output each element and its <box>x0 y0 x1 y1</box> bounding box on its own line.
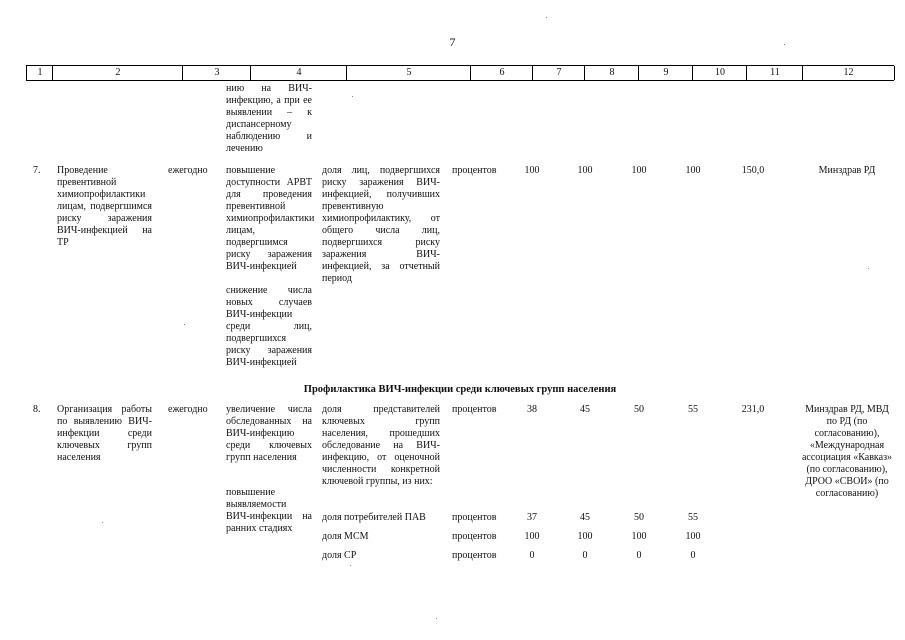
row7-executor: Минздрав РД <box>818 165 876 176</box>
row7-value-col9: 100 <box>631 165 647 176</box>
table-header-row <box>26 65 894 81</box>
row8-subrow-1-col7: 37 <box>527 512 537 523</box>
row7-value-col8: 100 <box>577 165 593 176</box>
row8-number: 8. <box>33 404 41 415</box>
header-col-4: 4 <box>250 66 347 80</box>
row7-unit: процентов <box>452 165 497 176</box>
header-col-5: 5 <box>346 66 471 80</box>
row8-subrow-2-col7: 100 <box>524 531 540 542</box>
continuation-result-text: нию на ВИЧ-инфекцию, а при ее выявлении – к диспансерному наблюдению и лечению <box>226 83 312 154</box>
row8-subrow-1-label: доля потребителей ПАВ <box>322 512 426 523</box>
row8-indicator: доля представителей ключевых групп населения, прошедших обследование на ВИЧ-инфекцию, от оценочной численности конкретной ключевой группы, из них: <box>322 404 440 487</box>
header-col-8: 8 <box>584 66 639 80</box>
scan-speck <box>436 618 437 619</box>
row8-subrow-1-col10: 55 <box>688 512 698 523</box>
row8-activity: Организация работы по выявлению ВИЧ-инфекции среди ключевых групп населения <box>57 404 152 463</box>
scan-speck <box>784 44 785 45</box>
header-col-11: 11 <box>746 66 803 80</box>
scan-speck <box>352 96 353 97</box>
row8-subrow-2-col10: 100 <box>685 531 701 542</box>
row8-value-col10: 55 <box>688 404 698 415</box>
row7-funding: 150,0 <box>741 165 765 176</box>
row7-value-col7: 100 <box>524 165 540 176</box>
row8-subrow-2-unit: процентов <box>452 531 497 542</box>
header-col-3: 3 <box>182 66 251 80</box>
row8-funding: 231,0 <box>741 404 765 415</box>
scan-speck <box>350 565 351 566</box>
row7-activity: Проведение превентивной химиопрофилактики лицам, подвергшимся риску заражения ВИЧ-инфекцией на ТР <box>57 165 152 248</box>
row8-subrow-3-col8: 0 <box>582 550 588 561</box>
row8-unit: процентов <box>452 404 497 415</box>
header-col-10: 10 <box>692 66 747 80</box>
row7-period: ежегодно <box>168 165 208 176</box>
row8-subrow-3-unit: процентов <box>452 550 497 561</box>
row8-value-col8: 45 <box>580 404 590 415</box>
row8-subrow-2-col8: 100 <box>577 531 593 542</box>
scan-speck <box>868 268 869 269</box>
section-title: Профилактика ВИЧ-инфекции среди ключевых групп населения <box>303 384 617 395</box>
row8-subrow-2-col9: 100 <box>631 531 647 542</box>
row8-subrow-3-col10: 0 <box>690 550 696 561</box>
row7-result-2: снижение числа новых случаев ВИЧ-инфекции среди лиц, подвергшихся риску заражения ВИЧ-инфекцией <box>226 285 312 368</box>
header-col-1: 1 <box>26 66 53 80</box>
header-col-12: 12 <box>802 66 895 80</box>
header-col-9: 9 <box>638 66 693 80</box>
row8-subrow-1-col9: 50 <box>634 512 644 523</box>
page-number: 7 <box>449 35 456 49</box>
row8-subrow-3-label: доля СР <box>322 550 357 561</box>
row7-value-col10: 100 <box>685 165 701 176</box>
header-col-2: 2 <box>52 66 183 80</box>
row8-period: ежегодно <box>168 404 208 415</box>
row7-result-1: повышение доступности АРВТ для проведения превентивной химиопрофилактики лицам, подвергшимся риску заражения ВИЧ-инфекцией <box>226 165 315 272</box>
row7-number: 7. <box>33 165 41 176</box>
header-col-7: 7 <box>532 66 585 80</box>
row8-result-1: увеличение числа обследованных на ВИЧ-инфекцию среди ключевых групп населения <box>226 404 312 463</box>
header-col-6: 6 <box>470 66 533 80</box>
scan-speck <box>546 17 547 18</box>
row8-subrow-3-col9: 0 <box>636 550 642 561</box>
row8-subrow-1-col8: 45 <box>580 512 590 523</box>
row8-value-col7: 38 <box>527 404 537 415</box>
row8-executor: Минздрав РД, МВД по РД (по согласованию), «Международная ассоциация «Кавказ» (по согласованию), ДРОО «СВОИ» (по согласованию) <box>801 404 893 499</box>
scan-speck <box>184 324 185 325</box>
row8-subrow-1-unit: процентов <box>452 512 497 523</box>
row8-subrow-3-col7: 0 <box>529 550 535 561</box>
row8-result-2: повышение выявляемости ВИЧ-инфекции на ранних стадиях <box>226 487 312 534</box>
row7-indicator: доля лиц, подвергшихся риску заражения ВИЧ-инфекцией, получивших превентивную химиопрофилактику, от общего числа лиц, подвергшихся риску заражения ВИЧ-инфекцией, за отчетный период <box>322 165 440 284</box>
row8-value-col9: 50 <box>634 404 644 415</box>
row8-subrow-2-label: доля МСМ <box>322 531 369 542</box>
scan-speck <box>102 522 103 523</box>
